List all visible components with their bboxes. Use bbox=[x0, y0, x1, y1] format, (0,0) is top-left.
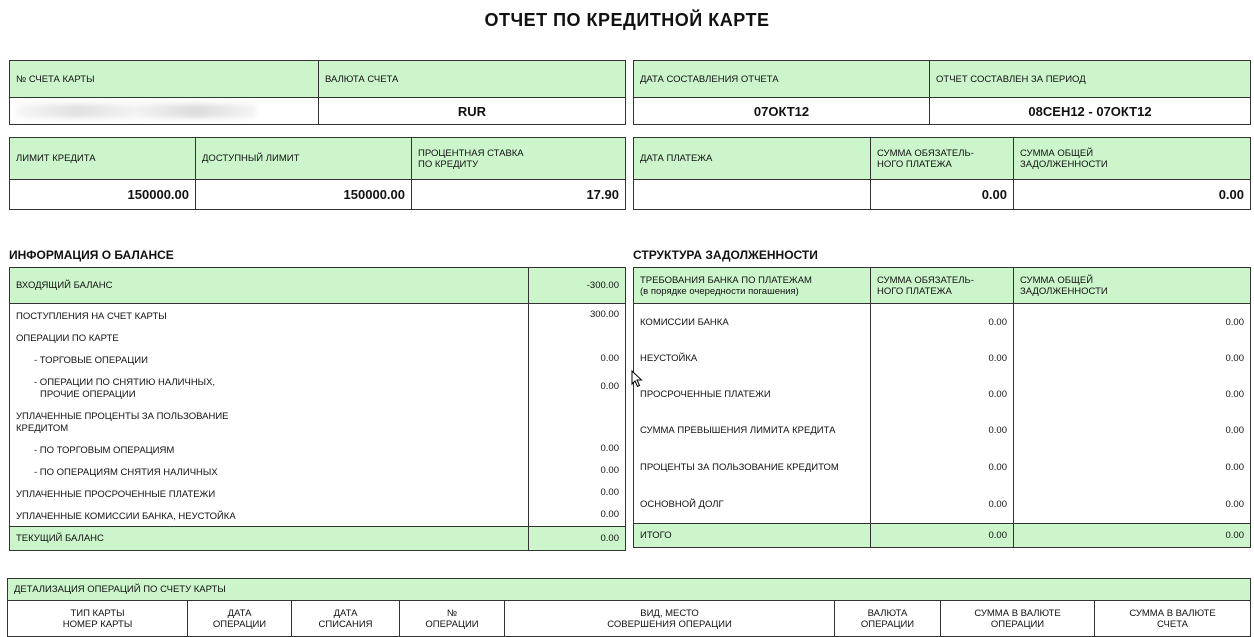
balance-row-label: - ОПЕРАЦИИ ПО СНЯТИЮ НАЛИЧНЫХ, bbox=[34, 377, 216, 388]
debt-row-label: ПРОСРОЧЕННЫЕ ПЛАТЕЖИ bbox=[640, 389, 771, 400]
balance-table bbox=[9, 267, 626, 551]
debt-col2-header-line1: СУММА ОБЯЗАТЕЛЬ- bbox=[877, 274, 974, 286]
debt-row-label: ПРОЦЕНТЫ ЗА ПОЛЬЗОВАНИЕ КРЕДИТОМ bbox=[640, 462, 839, 473]
debt-total-label: ИТОГО bbox=[634, 524, 871, 548]
detail-col-line1: СУММА В ВАЛЮТЕ bbox=[974, 607, 1061, 619]
detail-col-line1: ДАТА bbox=[333, 607, 358, 619]
balance-row-label: - ТОРГОВЫЕ ОПЕРАЦИИ bbox=[34, 355, 148, 366]
mandatory-payment-label-line2: НОГО ПЛАТЕЖА bbox=[877, 158, 952, 170]
debt-row-label: СУММА ПРЕВЫШЕНИЯ ЛИМИТА КРЕДИТА bbox=[640, 425, 836, 436]
debt-total-value: 0.00 bbox=[1225, 499, 1244, 510]
total-debt-label-line1: СУММА ОБЩЕЙ bbox=[1020, 147, 1094, 159]
debt-mandatory-value: 0.00 bbox=[988, 389, 1007, 400]
detail-col-line1: ВАЛЮТА bbox=[867, 607, 908, 619]
interest-rate-value: 17.90 bbox=[412, 180, 626, 210]
balance-row-value: 0.00 bbox=[600, 443, 619, 454]
detail-col-header bbox=[188, 601, 292, 637]
payment-date-value bbox=[634, 180, 871, 210]
debt-mandatory-value: 0.00 bbox=[988, 353, 1007, 364]
card-number-value bbox=[10, 98, 319, 125]
redacted-card-number bbox=[16, 104, 256, 118]
detail-col-line2: СОВЕРШЕНИЯ ОПЕРАЦИИ bbox=[607, 618, 732, 630]
detail-col-line2: НОМЕР КАРТЫ bbox=[62, 618, 133, 630]
debt-col1-header-line2: (в порядке очередности погашения) bbox=[640, 285, 799, 297]
debt-mandatory-value: 0.00 bbox=[988, 462, 1007, 473]
debt-col1-header bbox=[634, 268, 871, 304]
balance-row-value: 0.00 bbox=[600, 381, 619, 392]
debt-total-mandatory: 0.00 bbox=[871, 524, 1014, 548]
debt-section-title: СТРУКТУРА ЗАДОЛЖЕННОСТИ bbox=[633, 248, 818, 262]
debt-col3-header-line1: СУММА ОБЩЕЙ bbox=[1020, 274, 1094, 286]
current-balance-label: ТЕКУЩИЙ БАЛАНС bbox=[10, 527, 529, 551]
debt-col2-header bbox=[871, 268, 1014, 304]
balance-items-labels bbox=[10, 304, 529, 527]
balance-section-title: ИНФОРМАЦИЯ О БАЛАНСЕ bbox=[9, 248, 174, 262]
report-title: ОТЧЕТ ПО КРЕДИТНОЙ КАРТЕ bbox=[484, 10, 770, 30]
payment-table bbox=[633, 137, 1251, 210]
debt-total-total: 0.00 bbox=[1014, 524, 1251, 548]
opening-balance-value: -300.00 bbox=[529, 268, 626, 304]
credit-limit-label: ЛИМИТ КРЕДИТА bbox=[10, 138, 196, 180]
debt-mandatory-value: 0.00 bbox=[988, 499, 1007, 510]
details-title: ДЕТАЛИЗАЦИЯ ОПЕРАЦИЙ ПО СЧЕТУ КАРТЫ bbox=[8, 579, 1251, 601]
balance-row-label: УПЛАЧЕННЫЕ КОМИССИИ БАНКА, НЕУСТОЙКА bbox=[16, 511, 236, 522]
detail-col-line2: СПИСАНИЯ bbox=[318, 618, 373, 630]
current-balance-value: 0.00 bbox=[529, 527, 626, 551]
debt-row-label: КОМИССИИ БАНКА bbox=[640, 317, 729, 328]
detail-col-header bbox=[505, 601, 835, 637]
debt-labels bbox=[634, 304, 871, 524]
report-date-label: ДАТА СОСТАВЛЕНИЯ ОТЧЕТА bbox=[634, 61, 930, 98]
mandatory-payment-label-line1: СУММА ОБЯЗАТЕЛЬ- bbox=[877, 147, 974, 159]
debt-structure-table bbox=[633, 267, 1251, 548]
debt-row-label: ОСНОВНОЙ ДОЛГ bbox=[640, 499, 724, 510]
interest-rate-label bbox=[412, 138, 626, 180]
debt-total-value: 0.00 bbox=[1225, 389, 1244, 400]
detail-col-line2: ОПЕРАЦИИ bbox=[990, 618, 1045, 630]
total-debt-label-line2: ЗАДОЛЖЕННОСТИ bbox=[1020, 158, 1108, 170]
balance-row-label: - ПО ОПЕРАЦИЯМ СНЯТИЯ НАЛИЧНЫХ bbox=[34, 467, 218, 478]
debt-row-label: НЕУСТОЙКА bbox=[640, 353, 698, 364]
detail-col-header bbox=[8, 601, 188, 637]
card-number-label: № СЧЕТА КАРТЫ bbox=[10, 61, 319, 98]
operations-detail-table bbox=[7, 578, 1251, 637]
report-date-table bbox=[633, 60, 1251, 125]
balance-row-label: ОПЕРАЦИИ ПО КАРТЕ bbox=[16, 333, 119, 344]
debt-total-value: 0.00 bbox=[1225, 425, 1244, 436]
report-period-label: ОТЧЕТ СОСТАВЛЕН ЗА ПЕРИОД bbox=[930, 61, 1251, 98]
interest-rate-label-line2: ПО КРЕДИТУ bbox=[418, 158, 479, 170]
debt-total-values bbox=[1014, 304, 1251, 524]
balance-row-label: УПЛАЧЕННЫЕ ПРОСРОЧЕННЫЕ ПЛАТЕЖИ bbox=[16, 489, 216, 500]
balance-row-value: 0.00 bbox=[600, 353, 619, 364]
mandatory-payment-value: 0.00 bbox=[871, 180, 1014, 210]
debt-total-value: 0.00 bbox=[1225, 317, 1244, 328]
detail-col-line2: ОПЕРАЦИИ bbox=[212, 618, 267, 630]
debt-total-value: 0.00 bbox=[1225, 462, 1244, 473]
detail-col-line2: ОПЕРАЦИИ bbox=[860, 618, 915, 630]
debt-mandatory-value: 0.00 bbox=[988, 317, 1007, 328]
detail-col-header bbox=[292, 601, 400, 637]
currency-value: RUR bbox=[319, 98, 626, 125]
available-limit-label: ДОСТУПНЫЙ ЛИМИТ bbox=[196, 138, 412, 180]
balance-row-label-cont: ПРОЧИЕ ОПЕРАЦИИ bbox=[40, 389, 136, 400]
balance-row-label: - ПО ТОРГОВЫМ ОПЕРАЦИЯМ bbox=[34, 445, 175, 456]
opening-balance-label: ВХОДЯЩИЙ БАЛАНС bbox=[10, 268, 529, 304]
balance-row-value: 300.00 bbox=[589, 309, 619, 320]
detail-col-line2: ОПЕРАЦИИ bbox=[425, 618, 479, 630]
balance-row-value: 0.00 bbox=[600, 509, 619, 520]
total-debt-value: 0.00 bbox=[1014, 180, 1251, 210]
detail-col-line1: № bbox=[446, 607, 458, 619]
detail-col-line1: ДАТА bbox=[227, 607, 252, 619]
report-period-value: 08СЕН12 - 07ОКТ12 bbox=[930, 98, 1251, 125]
detail-col-header bbox=[941, 601, 1095, 637]
balance-row-label: УПЛАЧЕННЫЕ ПРОЦЕНТЫ ЗА ПОЛЬЗОВАНИЕ bbox=[16, 411, 229, 422]
detail-col-line1: ВИД, МЕСТО bbox=[640, 607, 699, 619]
debt-mandatory-values bbox=[871, 304, 1014, 524]
available-limit-value: 150000.00 bbox=[196, 180, 412, 210]
limits-table bbox=[9, 137, 626, 210]
debt-total-value: 0.00 bbox=[1225, 353, 1244, 364]
detail-col-line2: СЧЕТА bbox=[1156, 618, 1189, 630]
interest-rate-label-line1: ПРОЦЕНТНАЯ СТАВКА bbox=[418, 147, 524, 159]
balance-row-value: 0.00 bbox=[600, 487, 619, 498]
detail-col-line1: ТИП КАРТЫ bbox=[70, 607, 125, 619]
detail-col-header bbox=[1095, 601, 1251, 637]
payment-date-label: ДАТА ПЛАТЕЖА bbox=[634, 138, 871, 180]
detail-col-header bbox=[400, 601, 505, 637]
detail-col-line1: СУММА В ВАЛЮТЕ bbox=[1129, 607, 1216, 619]
credit-limit-value: 150000.00 bbox=[10, 180, 196, 210]
balance-items-values bbox=[529, 304, 626, 527]
debt-col2-header-line2: НОГО ПЛАТЕЖА bbox=[877, 285, 952, 297]
balance-row-label-cont: КРЕДИТОМ bbox=[16, 423, 69, 434]
debt-col3-header bbox=[1014, 268, 1251, 304]
debt-col3-header-line2: ЗАДОЛЖЕННОСТИ bbox=[1020, 285, 1108, 297]
total-debt-label bbox=[1014, 138, 1251, 180]
report-date-value: 07ОКТ12 bbox=[634, 98, 930, 125]
mouse-cursor-icon bbox=[631, 370, 643, 388]
balance-row-label: ПОСТУПЛЕНИЯ НА СЧЕТ КАРТЫ bbox=[16, 311, 167, 322]
debt-col1-header-line1: ТРЕБОВАНИЯ БАНКА ПО ПЛАТЕЖАМ bbox=[640, 274, 812, 286]
currency-label: ВАЛЮТА СЧЕТА bbox=[319, 61, 626, 98]
detail-col-header bbox=[835, 601, 941, 637]
mandatory-payment-label bbox=[871, 138, 1014, 180]
debt-mandatory-value: 0.00 bbox=[988, 425, 1007, 436]
balance-row-value: 0.00 bbox=[600, 465, 619, 476]
account-table bbox=[9, 60, 626, 125]
